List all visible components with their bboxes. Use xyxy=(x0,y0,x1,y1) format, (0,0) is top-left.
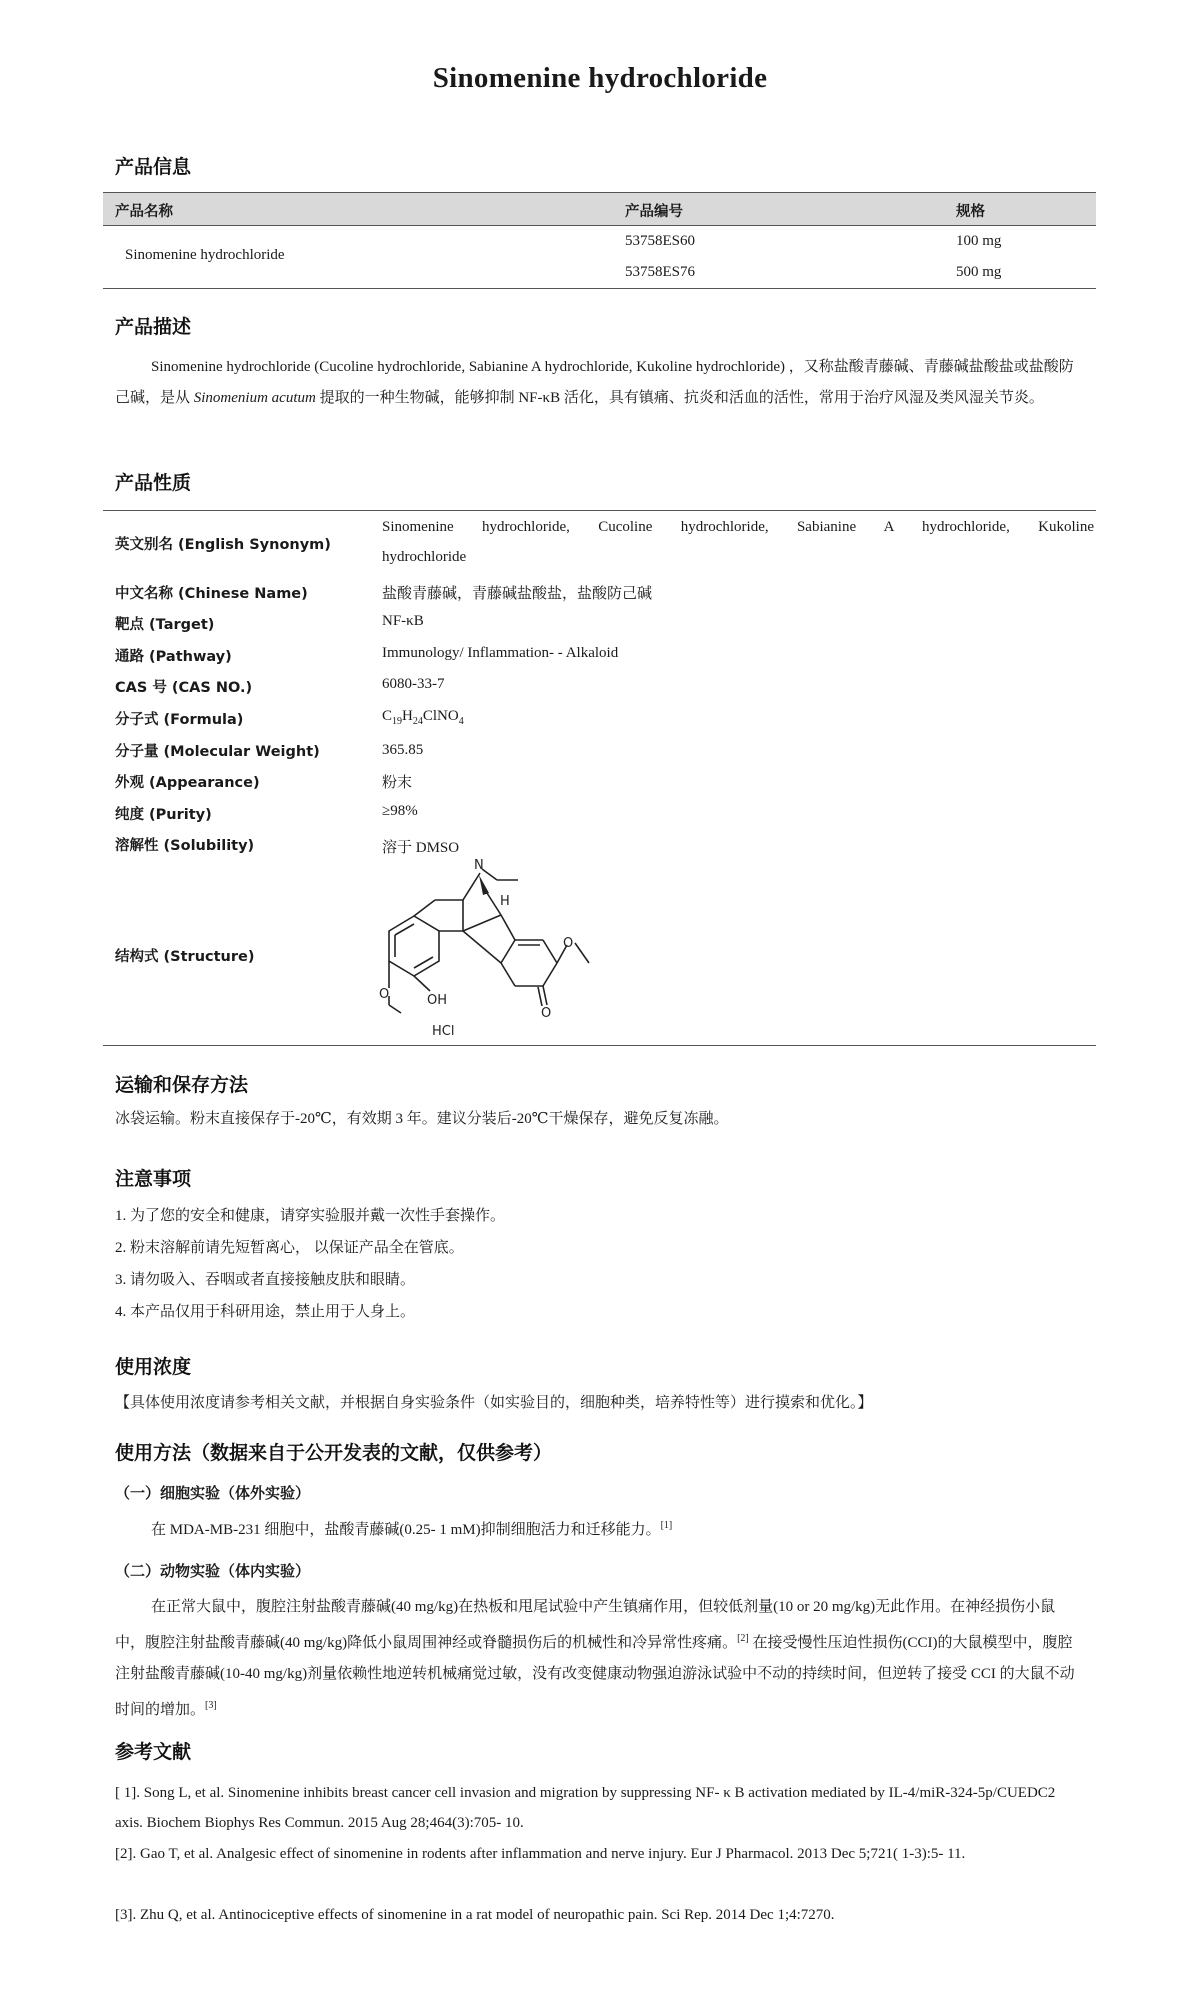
species-name: Sinomenium acutum xyxy=(193,390,316,406)
atom-o-label: O xyxy=(379,987,390,1002)
list-item: 2. 粉末溶解前请先短暂离心， 以保证产品全在管底。 xyxy=(115,1240,464,1256)
animal-experiment-title: （二）动物实验（体内实验） xyxy=(115,1562,311,1580)
concentration-text: 【具体使用浓度请参考相关文献，并根据自身实验条件（如实验目的，细胞种类，培养特性等）进行摸索和优化。】 xyxy=(115,1395,873,1411)
property-value: 6080-33-7 xyxy=(382,676,445,692)
atom-o-label: O xyxy=(563,936,574,951)
property-value: ≥98% xyxy=(382,803,418,819)
property-label: 分子量 (Molecular Weight) xyxy=(115,744,320,760)
atom-n-label: N xyxy=(474,858,484,873)
property-label: 英文别名 (English Synonym) xyxy=(115,537,331,553)
product-code-cell: 53758ES76 xyxy=(625,264,696,280)
section-title-notes: 注意事项 xyxy=(115,1168,192,1190)
property-label: 溶解性 (Solubility) xyxy=(115,838,255,854)
description-paragraph: Sinomenine hydrochloride (Cucoline hydrochloride, Sabianine A hydrochloride, Kukoline hydrochloride) ，又称盐酸青藤碱、青藤碱盐酸盐或盐酸防己碱，是从 Sinomenium acutum 提取的一种生物碱，能够抑制 NF-κB 活化，具有镇痛、抗炎和活血的活性，常用于治疗风湿及类风湿关节炎。 xyxy=(115,359,1074,406)
reference-item: [3]. Zhu Q, et al. Antinociceptive effects of sinomenine in a rat model of neuropathic pain. Sci Rep. 2014 Dec 1;4:7270. xyxy=(115,1907,835,1923)
section-title-storage: 运输和保存方法 xyxy=(115,1074,249,1096)
page-title: Sinomenine hydrochloride xyxy=(432,62,768,94)
product-code-cell: 53758ES60 xyxy=(625,233,696,249)
property-value: $C_{19}H_{24}ClNO_4$ xyxy=(382,708,464,727)
atom-h-label: H xyxy=(500,894,510,909)
property-label: 靶点 (Target) xyxy=(115,617,215,633)
section-title-references: 参考文献 xyxy=(115,1741,192,1763)
list-item: 1. 为了您的安全和健康，请穿实验服并戴一次性手套操作。 xyxy=(115,1208,506,1224)
list-item: 3. 请勿吸入、吞咽或者直接接触皮肤和眼睛。 xyxy=(115,1272,416,1288)
property-label: 通路 (Pathway) xyxy=(115,649,232,665)
cell-experiment-title: （一）细胞实验（体外实验） xyxy=(115,1484,311,1502)
property-value: Immunology/ Inflammation- - Alkaloid xyxy=(382,645,619,661)
table-top-rule xyxy=(103,510,1096,511)
product-name-cell: Sinomenine hydrochloride xyxy=(125,247,285,263)
header-product-code: 产品编号 xyxy=(625,204,683,220)
product-size-cell: 500 mg xyxy=(956,264,1002,280)
property-label: CAS 号 (CAS NO.) xyxy=(115,680,253,696)
list-item: 4. 本产品仅用于科研用途，禁止用于人身上。 xyxy=(115,1304,416,1320)
property-value: 盐酸青藤碱，青藤碱盐酸盐，盐酸防己碱 xyxy=(382,586,653,602)
property-value: 溶于 DMSO xyxy=(382,840,460,856)
chemical-structure xyxy=(375,855,595,1040)
property-label: 结构式 (Structure) xyxy=(115,949,255,965)
cell-experiment-text: 在 MDA-MB-231 细胞中，盐酸青藤碱(0.25- 1 mM)抑制细胞活力和迁移能力。[1] xyxy=(151,1520,673,1538)
animal-experiment-text: 在正常大鼠中，腹腔注射盐酸青藤碱(40 mg/kg)在热板和甩尾试验中产生镇痛作用，但较低剂量(10 or 20 mg/kg)无此作用。在神经损伤小鼠中，腹腔注射盐酸青藤碱(40 mg/kg)降低小鼠周围神经或脊髓损伤后的机械性和冷异常性疼痛。[2] 在接受慢性压迫性损伤(CCI)的大鼠模型中，腹腔注射盐酸青藤碱(10-40 mg/kg)剂量依赖性地逆转机械痛觉过敏，没有改变健康动物强迫游泳试验中不动的持续时间，但逆转了接受 CCI 的大鼠不动时间的增加。[3] xyxy=(115,1599,1075,1718)
section-title-product-info: 产品信息 xyxy=(115,156,192,178)
property-value: NF-κB xyxy=(382,613,424,629)
property-value: Sinomenine hydrochloride, Cucoline hydrochloride, Sabianine A hydrochloride, Kukoline xyxy=(382,519,1094,535)
header-size: 规格 xyxy=(956,204,985,220)
atom-o-label: O xyxy=(541,1006,552,1021)
section-title-description: 产品描述 xyxy=(115,316,192,338)
property-label: 中文名称 (Chinese Name) xyxy=(115,586,308,602)
section-title-concentration: 使用浓度 xyxy=(115,1356,192,1378)
salt-label: HCl xyxy=(432,1024,455,1039)
section-title-properties: 产品性质 xyxy=(115,472,192,494)
table-body xyxy=(103,226,1096,289)
table-bottom-rule xyxy=(103,1045,1096,1046)
property-value: 365.85 xyxy=(382,742,424,758)
table-header xyxy=(103,192,1096,226)
property-value: hydrochloride xyxy=(382,549,467,565)
property-label: 纯度 (Purity) xyxy=(115,807,212,823)
product-size-cell: 100 mg xyxy=(956,233,1002,249)
property-label: 外观 (Appearance) xyxy=(115,775,260,791)
property-value: 粉末 xyxy=(382,775,413,791)
product-info-table xyxy=(103,192,1096,289)
property-label: 分子式 (Formula) xyxy=(115,712,244,728)
storage-text: 冰袋运输。粉末直接保存于-20℃，有效期 3 年。建议分装后-20℃干燥保存，避免反复冻融。 xyxy=(115,1111,729,1127)
reference-item: [ 1]. Song L, et al. Sinomenine inhibits breast cancer cell invasion and migration by suppressing NF- κ B activation mediated by IL-4/miR-324-5p/CUEDC2 axis. Biochem Biophys Res Commun. 2015 Aug 28;464(3):705- 10. xyxy=(115,1785,1056,1831)
atom-oh-label: OH xyxy=(427,993,448,1008)
header-product-name: 产品名称 xyxy=(115,204,173,220)
section-title-usage: 使用方法（数据来自于公开发表的文献，仅供参考） xyxy=(115,1442,553,1464)
reference-item: [2]. Gao T, et al. Analgesic effect of sinomenine in rodents after inflammation and nerve injury. Eur J Pharmacol. 2013 Dec 5;721( 1-3):5- 11. xyxy=(115,1846,966,1862)
